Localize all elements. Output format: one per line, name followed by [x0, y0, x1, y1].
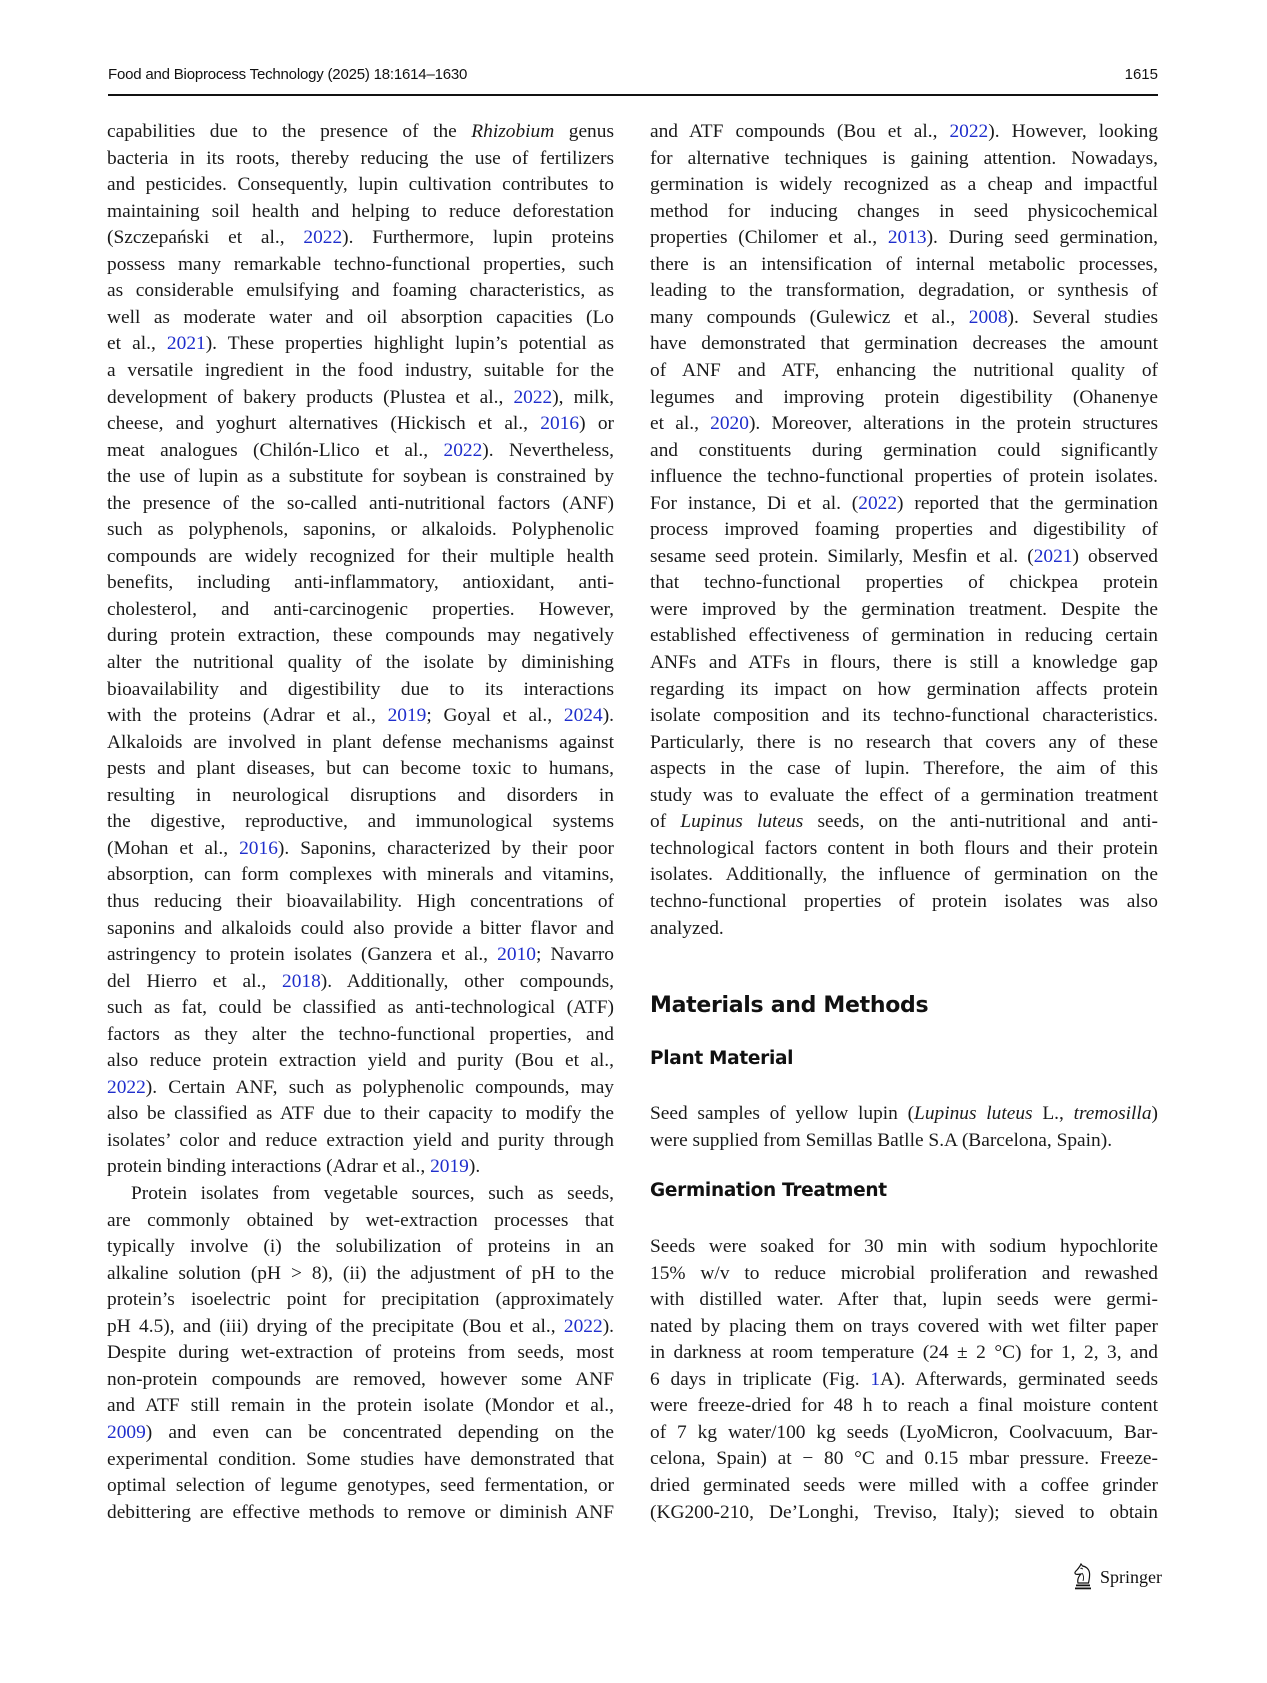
- italic-term: Rhizobium: [471, 121, 555, 142]
- text-line: benefits, including anti-inflammatory, antioxidant, anti-: [107, 572, 614, 594]
- text-line: aspects in the case of lupin. Therefore, the aim of this: [650, 758, 1158, 780]
- text-line: development of bakery products (Plustea et al., 2022), milk,: [107, 386, 614, 408]
- text-line: are commonly obtained by wet-extraction processes that: [107, 1209, 614, 1231]
- text-line: of Lupinus luteus seeds, on the anti-nutritional and anti-: [650, 811, 1158, 833]
- text-line: nated by placing them on trays covered with wet filter paper: [650, 1315, 1158, 1337]
- text-line: protein binding interactions (Adrar et al., 2019).: [107, 1156, 481, 1178]
- citation-link[interactable]: 2008: [968, 306, 1008, 328]
- citation-link[interactable]: 2020: [710, 413, 749, 435]
- citation-link[interactable]: 2022: [303, 227, 343, 249]
- text-line: (KG200-210, De’Longhi, Treviso, Italy); sieved to obtain: [650, 1501, 1158, 1523]
- publisher-logo: [1072, 1562, 1172, 1592]
- text-line: also reduce protein extraction yield and purity (Bou et al.,: [107, 1050, 614, 1072]
- text-line: optimal selection of legume genotypes, seed fermentation, or: [107, 1475, 614, 1497]
- text-line: debittering are effective methods to remove or diminish ANF: [107, 1501, 614, 1523]
- text-line: Particularly, there is no research that covers any of these: [650, 731, 1158, 753]
- citation-link[interactable]: 2022: [563, 1315, 603, 1337]
- text-line: bacteria in its roots, thereby reducing the use of fertilizers: [107, 147, 614, 169]
- text-line: leading to the transformation, degradation, or synthesis of: [650, 280, 1158, 302]
- text-line: dried germinated seeds were milled with a coffee grinder: [650, 1474, 1158, 1496]
- text-line: in darkness at room temperature (24 ± 2 °C) for 1, 2, 3, and: [650, 1342, 1158, 1364]
- text-line: the digestive, reproductive, and immunological systems: [107, 811, 614, 833]
- text-line: isolates’ color and reduce extraction yield and purity through: [107, 1129, 614, 1151]
- text-line: ANFs and ATFs in flours, there is still a knowledge gap: [650, 652, 1158, 673]
- text-line: techno-functional properties of protein isolates was also: [650, 890, 1158, 912]
- page-number: 1615: [1124, 66, 1158, 83]
- text-line: astringency to protein isolates (Ganzera et al., 2010; Navarro: [107, 944, 614, 966]
- text-line: and ATF compounds (Bou et al., 2022). However, looking: [650, 121, 1159, 142]
- text-line: with distilled water. After that, lupin seeds were germi-: [650, 1289, 1158, 1311]
- citation-link[interactable]: 2022: [513, 386, 553, 408]
- text-line: et al., 2020). Moreover, alterations in the protein structures: [650, 413, 1158, 435]
- text-line: properties (Chilomer et al., 2013). During seed germination,: [650, 227, 1158, 249]
- citation-link[interactable]: 2021: [1033, 545, 1073, 567]
- italic-term: tremosilla: [1073, 1103, 1152, 1124]
- text-line: et al., 2021). These properties highlight lupin’s potential as: [107, 333, 614, 355]
- text-line: Alkaloids are involved in plant defense mechanisms against: [107, 731, 614, 753]
- text-line: of ANF and ATF, enhancing the nutritional quality of: [650, 359, 1158, 381]
- citation-link[interactable]: 2022: [443, 439, 483, 461]
- journal-citation: Food and Bioprocess Technology (2025) 18:1614–1630: [108, 66, 468, 83]
- text-line: such as fat, could be classified as anti-technological (ATF): [107, 997, 614, 1019]
- text-line: factors as they alter the techno-functional properties, and: [107, 1023, 614, 1045]
- text-line: process improved foaming properties and digestibility of: [650, 519, 1158, 541]
- text-line: experimental condition. Some studies have demonstrated that: [107, 1448, 614, 1470]
- text-line: resulting in neurological disruptions and disorders in: [107, 784, 614, 806]
- text-line: non-protein compounds are removed, however some ANF: [107, 1368, 614, 1390]
- text-line: and pesticides. Consequently, lupin cultivation contributes to: [107, 174, 614, 196]
- text-line: there is an intensification of internal metabolic processes,: [650, 253, 1158, 275]
- text-line: 6 days in triplicate (Fig. 1A). Afterwards, germinated seeds: [650, 1368, 1159, 1390]
- text-line: celona, Spain) at − 80 °C and 0.15 mbar pressure. Freeze-: [650, 1448, 1158, 1470]
- text-line: sesame seed protein. Similarly, Mesfin et al. (2021) observed: [650, 545, 1158, 567]
- text-line: (Mohan et al., 2016). Saponins, characterized by their poor: [107, 837, 614, 859]
- text-line: that techno-functional properties of chickpea protein: [650, 572, 1158, 594]
- text-line: cholesterol, and anti-carcinogenic properties. However,: [107, 598, 614, 620]
- text-line: saponins and alkaloids could also provide a bitter flavor and: [107, 917, 614, 939]
- text-line: pests and plant diseases, but can become toxic to humans,: [107, 758, 614, 780]
- text-line: 2009) and even can be concentrated depending on the: [107, 1421, 614, 1443]
- text-line: germination is widely recognized as a cheap and impactful: [650, 174, 1158, 196]
- text-line: possess many remarkable techno-functional properties, such: [107, 253, 614, 275]
- text-line: del Hierro et al., 2018). Additionally, other compounds,: [107, 970, 614, 992]
- text-line: established effectiveness of germination in reducing certain: [650, 625, 1158, 647]
- text-line: regarding its impact on how germination affects protein: [650, 678, 1158, 700]
- text-line: pH 4.5), and (iii) drying of the precipitate (Bou et al., 2022).: [107, 1315, 614, 1337]
- text-line: capabilities due to the presence of the Rhizobium genus: [107, 121, 614, 142]
- text-line: such as polyphenols, saponins, or alkaloids. Polyphenolic: [107, 519, 614, 541]
- text-line: alkaline solution (pH > 8), (ii) the adjustment of pH to the: [107, 1262, 614, 1284]
- text-line: (Szczepański et al., 2022). Furthermore, lupin proteins: [107, 227, 614, 249]
- citation-link[interactable]: 2022: [107, 1076, 146, 1098]
- text-line: cheese, and yoghurt alternatives (Hickisch et al., 2016) or: [107, 413, 614, 435]
- italic-term: Lupinus luteus: [680, 811, 804, 833]
- text-line: the use of lupin as a substitute for soybean is constrained by: [107, 466, 614, 488]
- text-line: isolates. Additionally, the influence of germination on the: [650, 864, 1158, 886]
- citation-link[interactable]: 2024: [563, 705, 603, 727]
- running-header: [108, 66, 1158, 88]
- citation-link[interactable]: 2019: [430, 1156, 469, 1178]
- text-line: were supplied from Semillas Batlle S.A (Barcelona, Spain).: [650, 1129, 1113, 1151]
- text-line: with the proteins (Adrar et al., 2019; Goyal et al., 2024).: [107, 705, 614, 727]
- text-line: protein’s isoelectric point for precipitation (approximately: [107, 1289, 614, 1311]
- text-line: legumes and improving protein digestibility (Ohanenye: [650, 386, 1158, 408]
- publisher-name: Springer: [1100, 1566, 1162, 1587]
- text-line: absorption, can form complexes with minerals and vitamins,: [107, 864, 614, 886]
- text-line: compounds are widely recognized for their multiple health: [107, 545, 614, 567]
- text-line: also be classified as ATF due to their capacity to modify the: [107, 1103, 614, 1125]
- text-line: analyzed.: [650, 917, 724, 939]
- section-heading-materials-methods: Materials and Methods: [650, 993, 929, 1018]
- text-line: were freeze-dried for 48 h to reach a final moisture content: [650, 1395, 1158, 1417]
- text-line: influence the techno-functional properties of protein isolates.: [650, 466, 1158, 488]
- text-line: study was to evaluate the effect of a germination treatment: [650, 784, 1158, 806]
- subsection-heading-plant-material: Plant Material: [650, 1048, 794, 1069]
- citation-link[interactable]: 2010: [497, 944, 536, 966]
- text-line: typically involve (i) the solubilization of proteins in an: [107, 1236, 614, 1258]
- text-line: bioavailability and digestibility due to its interactions: [107, 678, 614, 700]
- italic-term: Lupinus luteus: [914, 1103, 1033, 1124]
- text-line: of 7 kg water/100 kg seeds (LyoMicron, Coolvacuum, Bar-: [650, 1421, 1158, 1443]
- text-line: thus reducing their bioavailability. High concentrations of: [107, 890, 614, 912]
- text-line: Protein isolates from vegetable sources, such as seeds,: [131, 1183, 614, 1204]
- text-line: 2022). Certain ANF, such as polyphenolic compounds, may: [107, 1076, 614, 1098]
- citation-link[interactable]: 2022: [858, 492, 898, 514]
- citation-link[interactable]: 2013: [887, 227, 927, 249]
- citation-link[interactable]: 2019: [387, 705, 427, 727]
- citation-link[interactable]: 2009: [107, 1421, 146, 1443]
- text-line: For instance, Di et al. (2022) reported that the germination: [650, 492, 1158, 514]
- text-line: many compounds (Gulewicz et al., 2008). Several studies: [650, 306, 1158, 328]
- text-line: Seeds were soaked for 30 min with sodium hypochlorite: [650, 1236, 1158, 1257]
- text-line: Seed samples of yellow lupin (Lupinus luteus L., tremosilla): [650, 1103, 1158, 1124]
- citation-link[interactable]: 1: [870, 1368, 881, 1390]
- citation-link[interactable]: 2016: [540, 413, 580, 435]
- header-rule: [108, 94, 1158, 96]
- citation-link[interactable]: 2022: [949, 121, 989, 142]
- text-line: maintaining soil health and helping to reduce deforestation: [107, 200, 614, 222]
- citation-link[interactable]: 2016: [239, 837, 278, 859]
- citation-link[interactable]: 2021: [166, 333, 206, 355]
- chess-knight-logo-icon: [1072, 1563, 1094, 1591]
- text-line: Despite during wet-extraction of proteins from seeds, most: [107, 1342, 614, 1364]
- text-line: during protein extraction, these compounds may negatively: [107, 625, 614, 647]
- citation-link[interactable]: 2018: [282, 970, 321, 992]
- text-line: and ATF still remain in the protein isolate (Mondor et al.,: [107, 1395, 614, 1417]
- text-line: the presence of the so-called anti-nutritional factors (ANF): [107, 492, 614, 514]
- text-line: technological factors content in both flours and their protein: [650, 837, 1158, 859]
- text-line: well as moderate water and oil absorption capacities (Lo: [107, 306, 614, 328]
- text-line: and constituents during germination could significantly: [650, 439, 1158, 461]
- text-line: alter the nutritional quality of the isolate by diminishing: [107, 652, 614, 673]
- text-line: meat analogues (Chilón-Llico et al., 2022). Nevertheless,: [107, 439, 614, 461]
- text-line: 15% w/v to reduce microbial proliferation and rewashed: [650, 1262, 1158, 1284]
- text-line: as considerable emulsifying and foaming characteristics, as: [107, 280, 614, 302]
- subsection-heading-germination-treatment: Germination Treatment: [650, 1180, 887, 1201]
- text-line: have demonstrated that germination decreases the amount: [650, 333, 1158, 355]
- text-line: isolate composition and its techno-functional characteristics.: [650, 705, 1158, 727]
- text-line: method for inducing changes in seed physicochemical: [650, 200, 1158, 222]
- text-line: were improved by the germination treatment. Despite the: [650, 598, 1158, 620]
- text-line: a versatile ingredient in the food industry, suitable for the: [107, 359, 614, 381]
- text-line: for alternative techniques is gaining attention. Nowadays,: [650, 147, 1158, 169]
